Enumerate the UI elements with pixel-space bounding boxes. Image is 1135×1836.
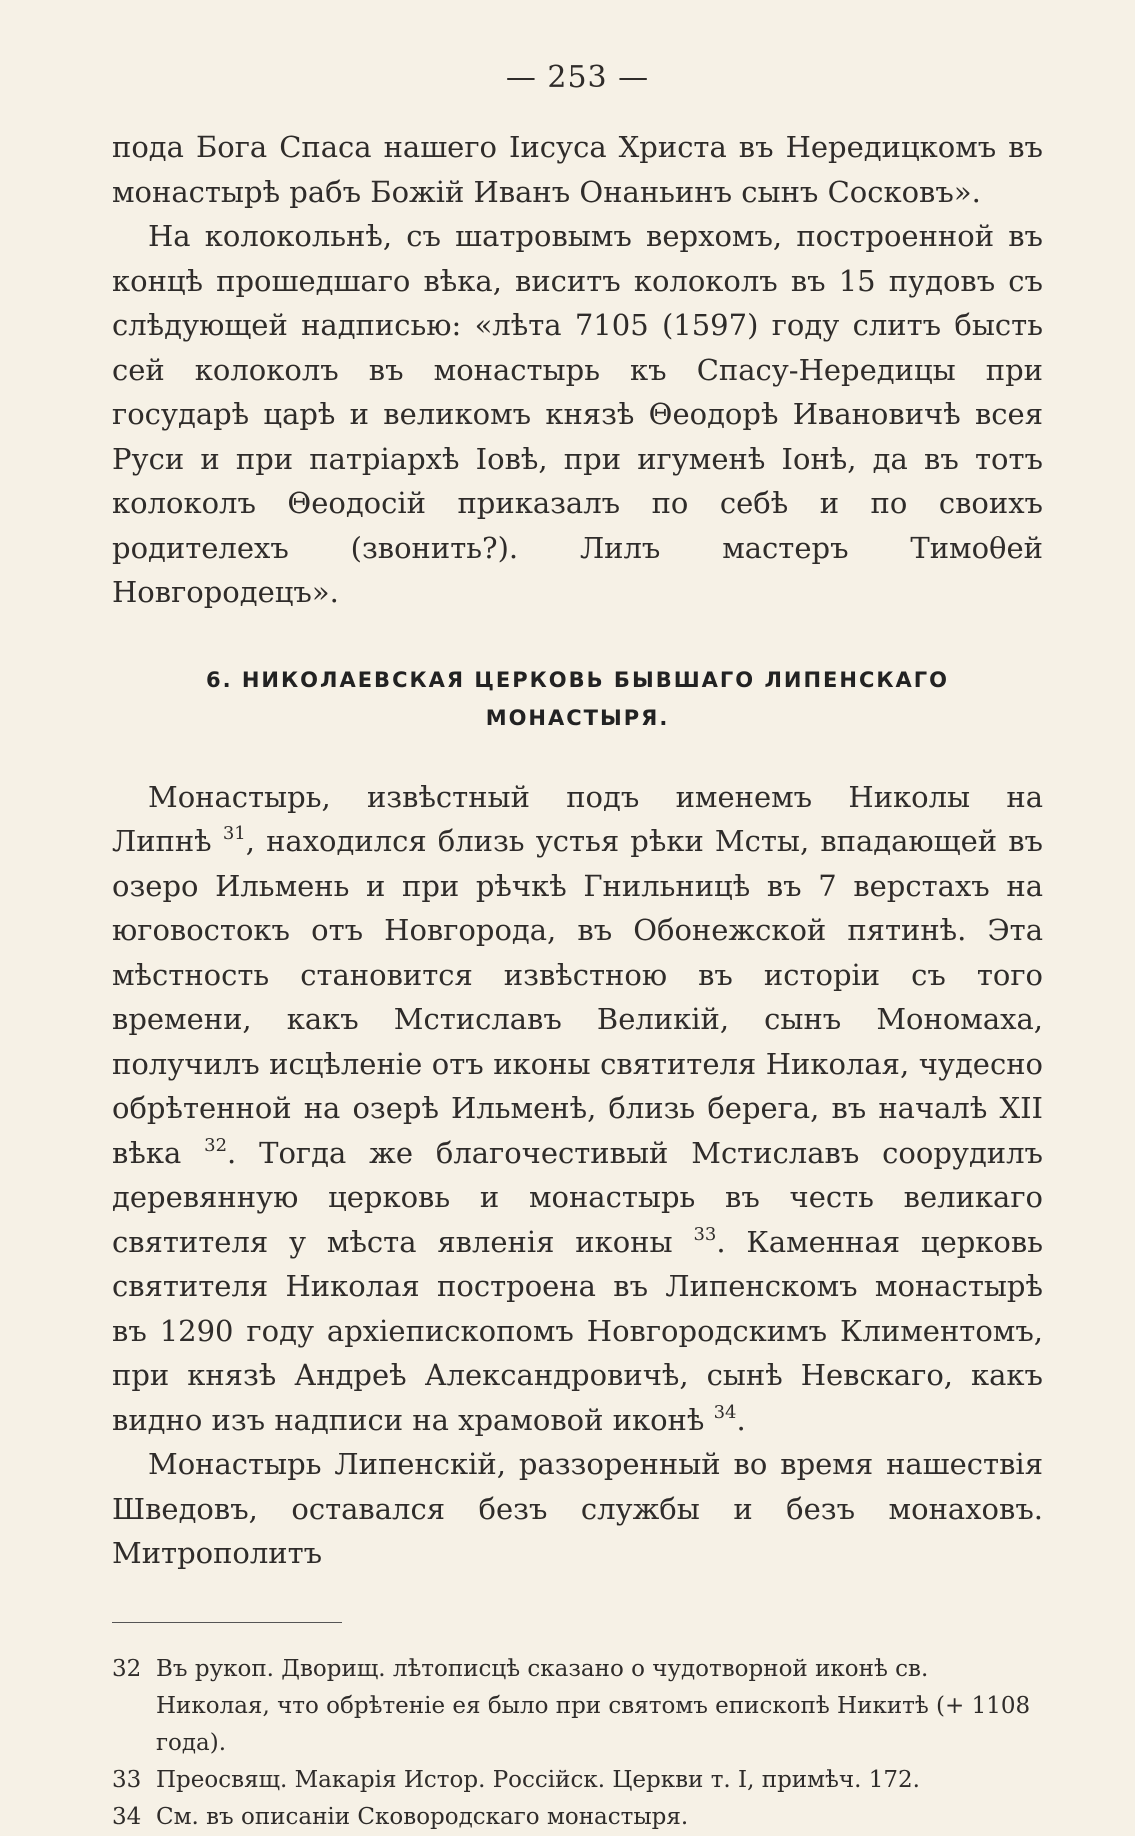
paragraph-continued: пода Бога Спаса нашего Іисуса Христа въ Нередицкомъ въ монастырѣ рабъ Божій Иванъ Онаньинъ сынъ Сосковъ». — [112, 130, 1043, 209]
section-heading: 6. НИКОЛАЕВСКАЯ ЦЕРКОВЬ БЫВШАГО ЛИПЕНСКАГО МОНАСТЫРЯ. — [205, 667, 950, 730]
footnotes — [112, 1651, 1043, 1836]
text-run: . Каменная церковь святителя Николая построена въ Липенскомъ монастырѣ въ 1290 году архіепископомъ Новгородскимъ Климентомъ, при князѣ Андреѣ Александровичѣ, сынѣ Невскаго, какъ видно изъ надписи на храмовой иконѣ — [112, 1224, 1043, 1437]
footnote-ref: 32 — [204, 1134, 228, 1156]
footnote-text: Въ рукоп. Дворищ. лѣтописцѣ сказано о чудотворной иконѣ св. Николая, что обрѣтеніе ея было при святомъ епископѣ Никитѣ (+ 1108 года). — [156, 1655, 1031, 1756]
paragraph-monastery-history — [112, 775, 1043, 1443]
footnote-ref: 31 — [222, 823, 246, 844]
footnote-number: 34 — [112, 1803, 142, 1830]
footnote — [112, 1651, 1043, 1762]
text-run: . Тогда же благочестивый Мстиславъ соорудилъ деревянную церковь и монастырь въ честь великаго святителя у мѣста явленія иконы — [112, 1135, 1044, 1259]
footnote-ref: 34 — [713, 1401, 737, 1423]
text-run: , находился близь устья рѣки Мсты, впадающей въ озеро Ильмень и при рѣчкѣ Гнильницѣ въ 7 верстахъ на юговостокъ отъ Новгорода, въ Обонежской пятинѣ. Эта мѣстность становится извѣстною въ исторіи съ того времени, какъ Мстиславъ Великій, сынъ Мономаха, получилъ исцѣленіе отъ иконы святителя Николая, чудесно обрѣтенной на озерѣ Ильменѣ, близь берега, въ началѣ XII вѣка — [112, 824, 1044, 1170]
footnote-text: Преосвящ. Макарія Истор. Россійск. Церкви т. I, примѣч. 172. — [156, 1766, 920, 1793]
paragraph-monastery-ruin: Монастырь Липенскій, раззоренный во время нашествія Шведовъ, оставался безъ службы и безъ монаховъ. Митрополитъ — [112, 1447, 1043, 1570]
paragraph-bell-inscription: На колокольнѣ, съ шатровымъ верхомъ, построенной въ концѣ прошедшаго вѣка, виситъ колоколъ въ 15 пудовъ съ слѣдующей надписью: «лѣта 7105 (1597) году слитъ бысть сей колоколъ въ монастырь къ Спасу-Нередицы при государѣ царѣ и великомъ князѣ Θеодорѣ Ивановичѣ всея Руси и при патріархѣ Іовѣ, при игуменѣ Іонѣ, да въ тотъ колоколъ Θеодосій приказалъ по себѣ и по своихъ родителехъ (звонить?). Лилъ мастеръ Тимоθей Новгородецъ». — [112, 219, 1043, 609]
footnote-number: 32 — [112, 1655, 142, 1682]
page-number: — 253 — — [505, 60, 650, 95]
text-run: Монастырь, извѣстный подъ именемъ Николы на Липнѣ — [112, 779, 1043, 858]
footnote-number: 33 — [112, 1766, 142, 1793]
footnote-ref: 33 — [693, 1223, 717, 1245]
footnote-text: См. въ описаніи Сковородскаго монастыря. — [156, 1803, 689, 1830]
footnote-divider — [112, 1622, 342, 1623]
footnote — [112, 1762, 1043, 1799]
footnote — [112, 1799, 1043, 1836]
text-run: . — [736, 1402, 746, 1437]
